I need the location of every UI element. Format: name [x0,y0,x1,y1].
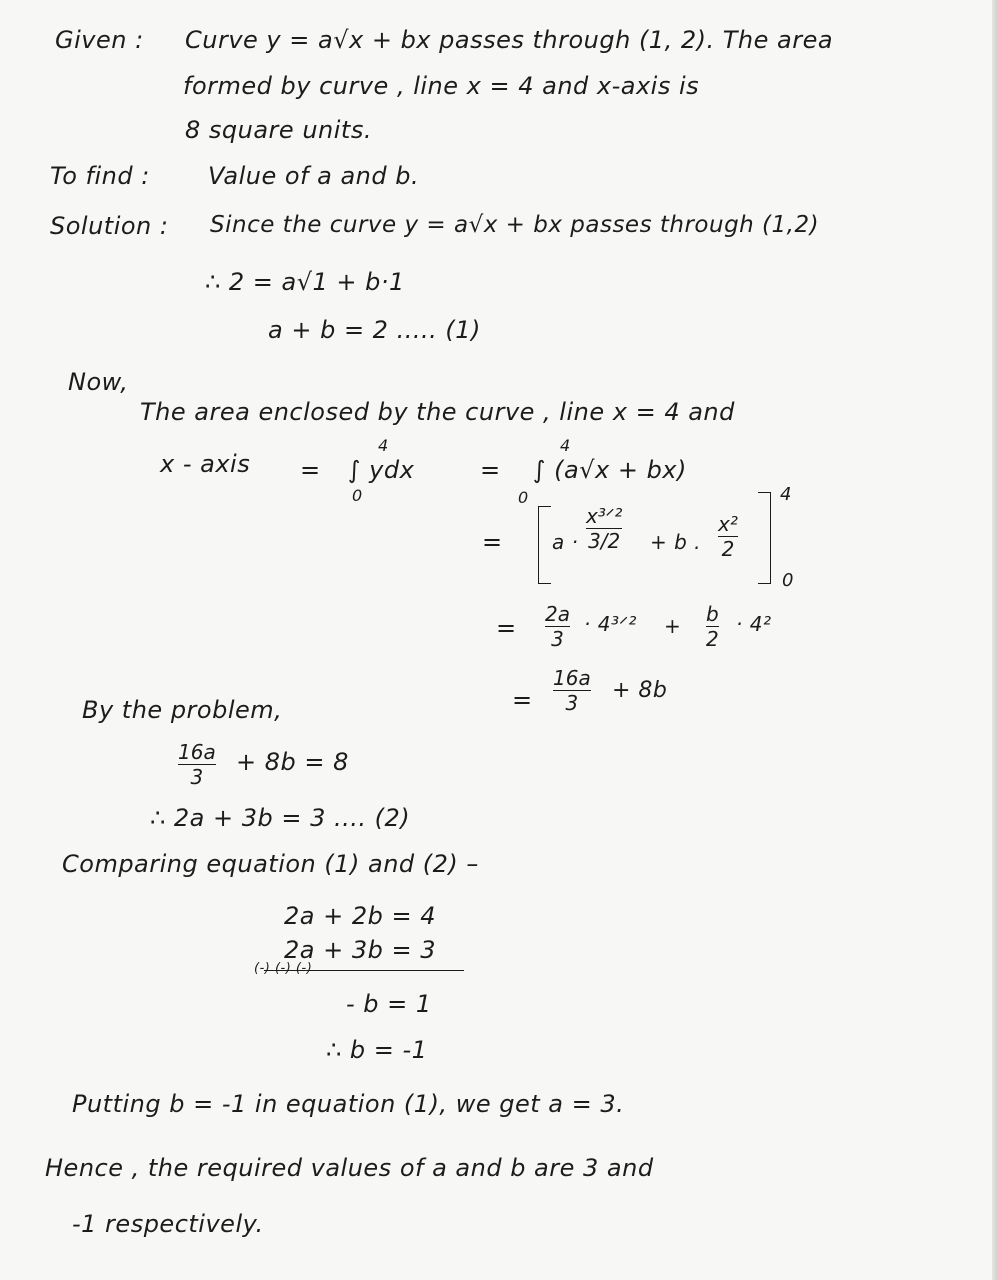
solution-eq-a: ∴ 2 = a√1 + b·1 [205,268,405,296]
integral-1-lower: 0 [352,486,363,505]
solution-eq-b: a + b = 2 ..... (1) [268,316,481,344]
given-line-3: 8 square units. [185,116,372,144]
frac-problem-16a-over-3 [178,742,216,787]
four-squared: · 4² [736,612,772,636]
problem-three: 3 [190,765,204,789]
equals-1: = [300,456,321,484]
integral-ydx: ∫ ydx [348,456,415,484]
equals-5: = [512,686,533,714]
term-plus-b: + b . [650,530,702,554]
b-value: ∴ b = -1 [326,1036,428,1064]
now-label: Now, [68,368,129,396]
plus-sign: + [664,614,682,638]
equals-4: = [496,614,517,642]
integral-expression: ∫ (a√x + bx) [533,456,687,484]
given-line-2: formed by curve , line x = 4 and x-axis is [183,72,700,100]
integral-2-upper: 4 [560,436,571,455]
three-half-denominator: 3/2 [588,529,621,553]
x2-numerator: x² [718,512,738,536]
frac-x32-over-32 [586,506,622,551]
frac-16a-over-3 [553,668,591,713]
integral-1-upper: 4 [378,436,389,455]
hence-line-1: Hence , the required values of a and b are 3 and [45,1154,654,1182]
solution-label: Solution : [50,212,169,240]
integral-2-lower: 0 [518,488,529,507]
compare-result: - b = 1 [346,990,432,1018]
three-b-denominator: 3 [565,691,579,715]
x32-numerator: x³ᐟ² [586,504,623,528]
problem-label: By the problem, [82,696,283,724]
compare-row-2: 2a + 3b = 3 [284,936,436,964]
four-power-3-2: · 4³ᐟ² [584,612,637,636]
frac-x2-over-2 [718,514,738,559]
two-a-numerator: 2a [545,602,570,626]
compare-row-1: 2a + 2b = 4 [284,902,436,930]
compare-signs: (-) (-) (-) [254,961,313,976]
compare-label: Comparing equation (1) and (2) – [62,850,479,878]
problem-eq-2: ∴ 2a + 3b = 3 .... (2) [150,804,411,832]
to-find-label: To find : [50,162,150,190]
problem-rest: + 8b = 8 [236,748,349,776]
left-bracket [538,506,551,584]
two-denominator: 2 [721,537,735,561]
frac-b-over-2 [706,604,719,649]
given-line-1: Curve y = a√x + bx passes through (1, 2). The area [185,26,834,54]
term-a: a · [552,530,579,554]
sixteen-a-numerator: 16a [553,666,591,690]
now-line-1: The area enclosed by the curve , line x = 4 and [140,398,735,426]
right-bracket [758,492,771,584]
bracket-upper-limit: 4 [780,484,792,505]
equals-2: = [480,456,501,484]
hence-line-2: -1 respectively. [72,1210,264,1238]
now-axis: x - axis [160,450,251,478]
given-label: Given : [55,26,144,54]
frac-2a-over-3 [545,604,570,649]
b-numerator: b [706,602,719,626]
putting-line: Putting b = -1 in equation (1), we get a = 3. [72,1090,625,1118]
page-edge-shadow [992,0,998,1280]
three-denominator: 3 [551,627,564,651]
subtraction-line [264,970,464,971]
two-b-denominator: 2 [706,627,719,651]
solution-text: Since the curve y = a√x + bx passes through (1,2) [210,212,820,238]
plus-8b: + 8b [612,678,668,703]
problem-sixteen-a: 16a [178,740,216,764]
bracket-lower-limit: 0 [782,570,794,591]
to-find-text: Value of a and b. [208,162,420,190]
equals-3: = [482,528,503,556]
